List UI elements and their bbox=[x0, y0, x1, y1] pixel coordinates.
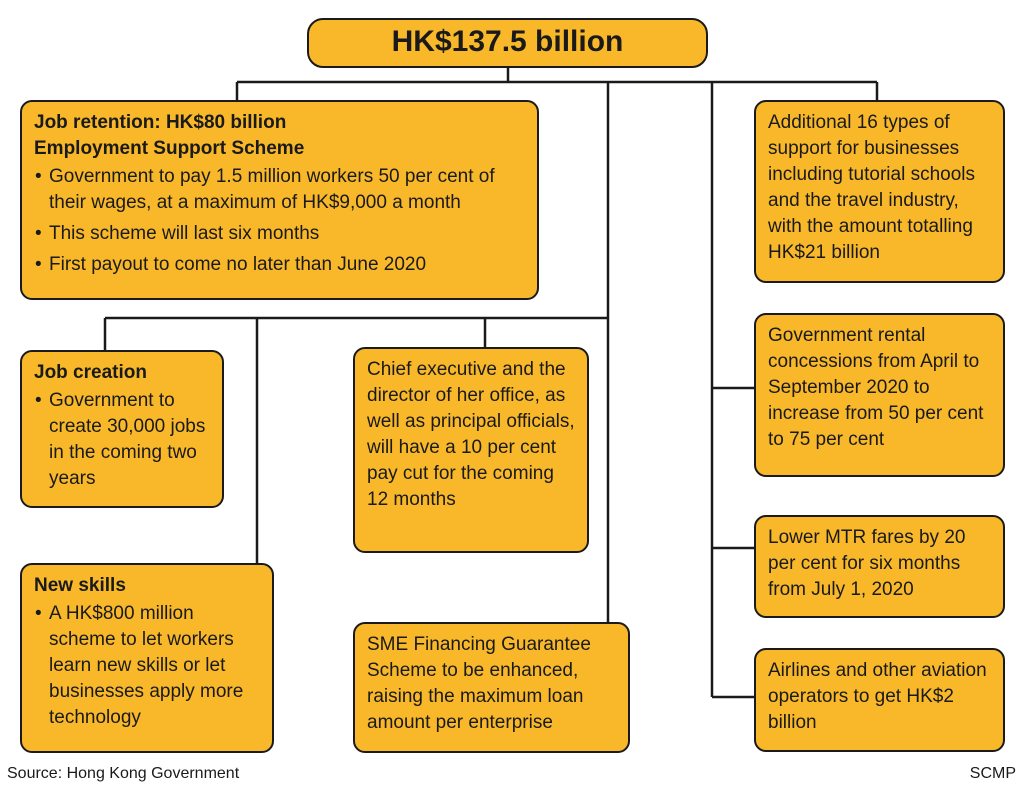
job-creation-bullets bbox=[34, 388, 210, 492]
job-retention-box bbox=[20, 100, 539, 300]
airlines-box bbox=[754, 648, 1005, 752]
job-creation-heading: Job creation bbox=[34, 362, 147, 383]
job-retention-bullet: • First payout to come no later than June 2020 bbox=[34, 252, 525, 278]
business-support-box bbox=[754, 100, 1005, 283]
new-skills-heading: New skills bbox=[34, 575, 126, 596]
sme-financing-box bbox=[353, 622, 630, 753]
publisher-credit: SCMP bbox=[969, 765, 1016, 782]
total-amount-title: HK$137.5 billion bbox=[307, 18, 708, 68]
job-retention-bullet: • This scheme will last six months bbox=[34, 221, 525, 247]
job-retention-bullet: • Government to pay 1.5 million workers 50 per cent of their wages, at a maximum of HK$9,000 a month bbox=[34, 164, 525, 216]
mtr-fares-text: Lower MTR fares by 20 per cent for six months from July 1, 2020 bbox=[768, 527, 966, 600]
new-skills-bullet: • A HK$800 million scheme to let workers learn new skills or let businesses apply more technology bbox=[34, 601, 260, 731]
sme-financing-text: SME Financing Guarantee Scheme to be enhanced, raising the maximum loan amount per enterprise bbox=[367, 634, 591, 733]
pay-cut-text: Chief executive and the director of her office, as well as principal officials, will have a 10 per cent pay cut for the coming 12 months bbox=[367, 359, 575, 510]
mtr-fares-box bbox=[754, 515, 1005, 618]
airlines-text: Airlines and other aviation operators to get HK$2 billion bbox=[768, 660, 987, 733]
employment-support-heading: Employment Support Scheme bbox=[34, 138, 305, 159]
rental-concessions-box bbox=[754, 313, 1005, 477]
pay-cut-box bbox=[353, 347, 589, 553]
job-retention-heading: Job retention: HK$80 billion bbox=[34, 112, 287, 133]
business-support-text: Additional 16 types of support for businesses including tutorial schools and the travel industry, with the amount totalling HK$21 billion bbox=[768, 112, 976, 263]
new-skills-box bbox=[20, 563, 274, 753]
new-skills-bullets bbox=[34, 601, 260, 731]
job-creation-bullet: • Government to create 30,000 jobs in the coming two years bbox=[34, 388, 210, 492]
job-creation-box bbox=[20, 350, 224, 508]
source-note: Source: Hong Kong Government bbox=[7, 765, 240, 782]
job-retention-bullets bbox=[34, 164, 525, 278]
rental-concessions-text: Government rental concessions from April to September 2020 to increase from 50 per cent to 75 per cent bbox=[768, 325, 984, 450]
